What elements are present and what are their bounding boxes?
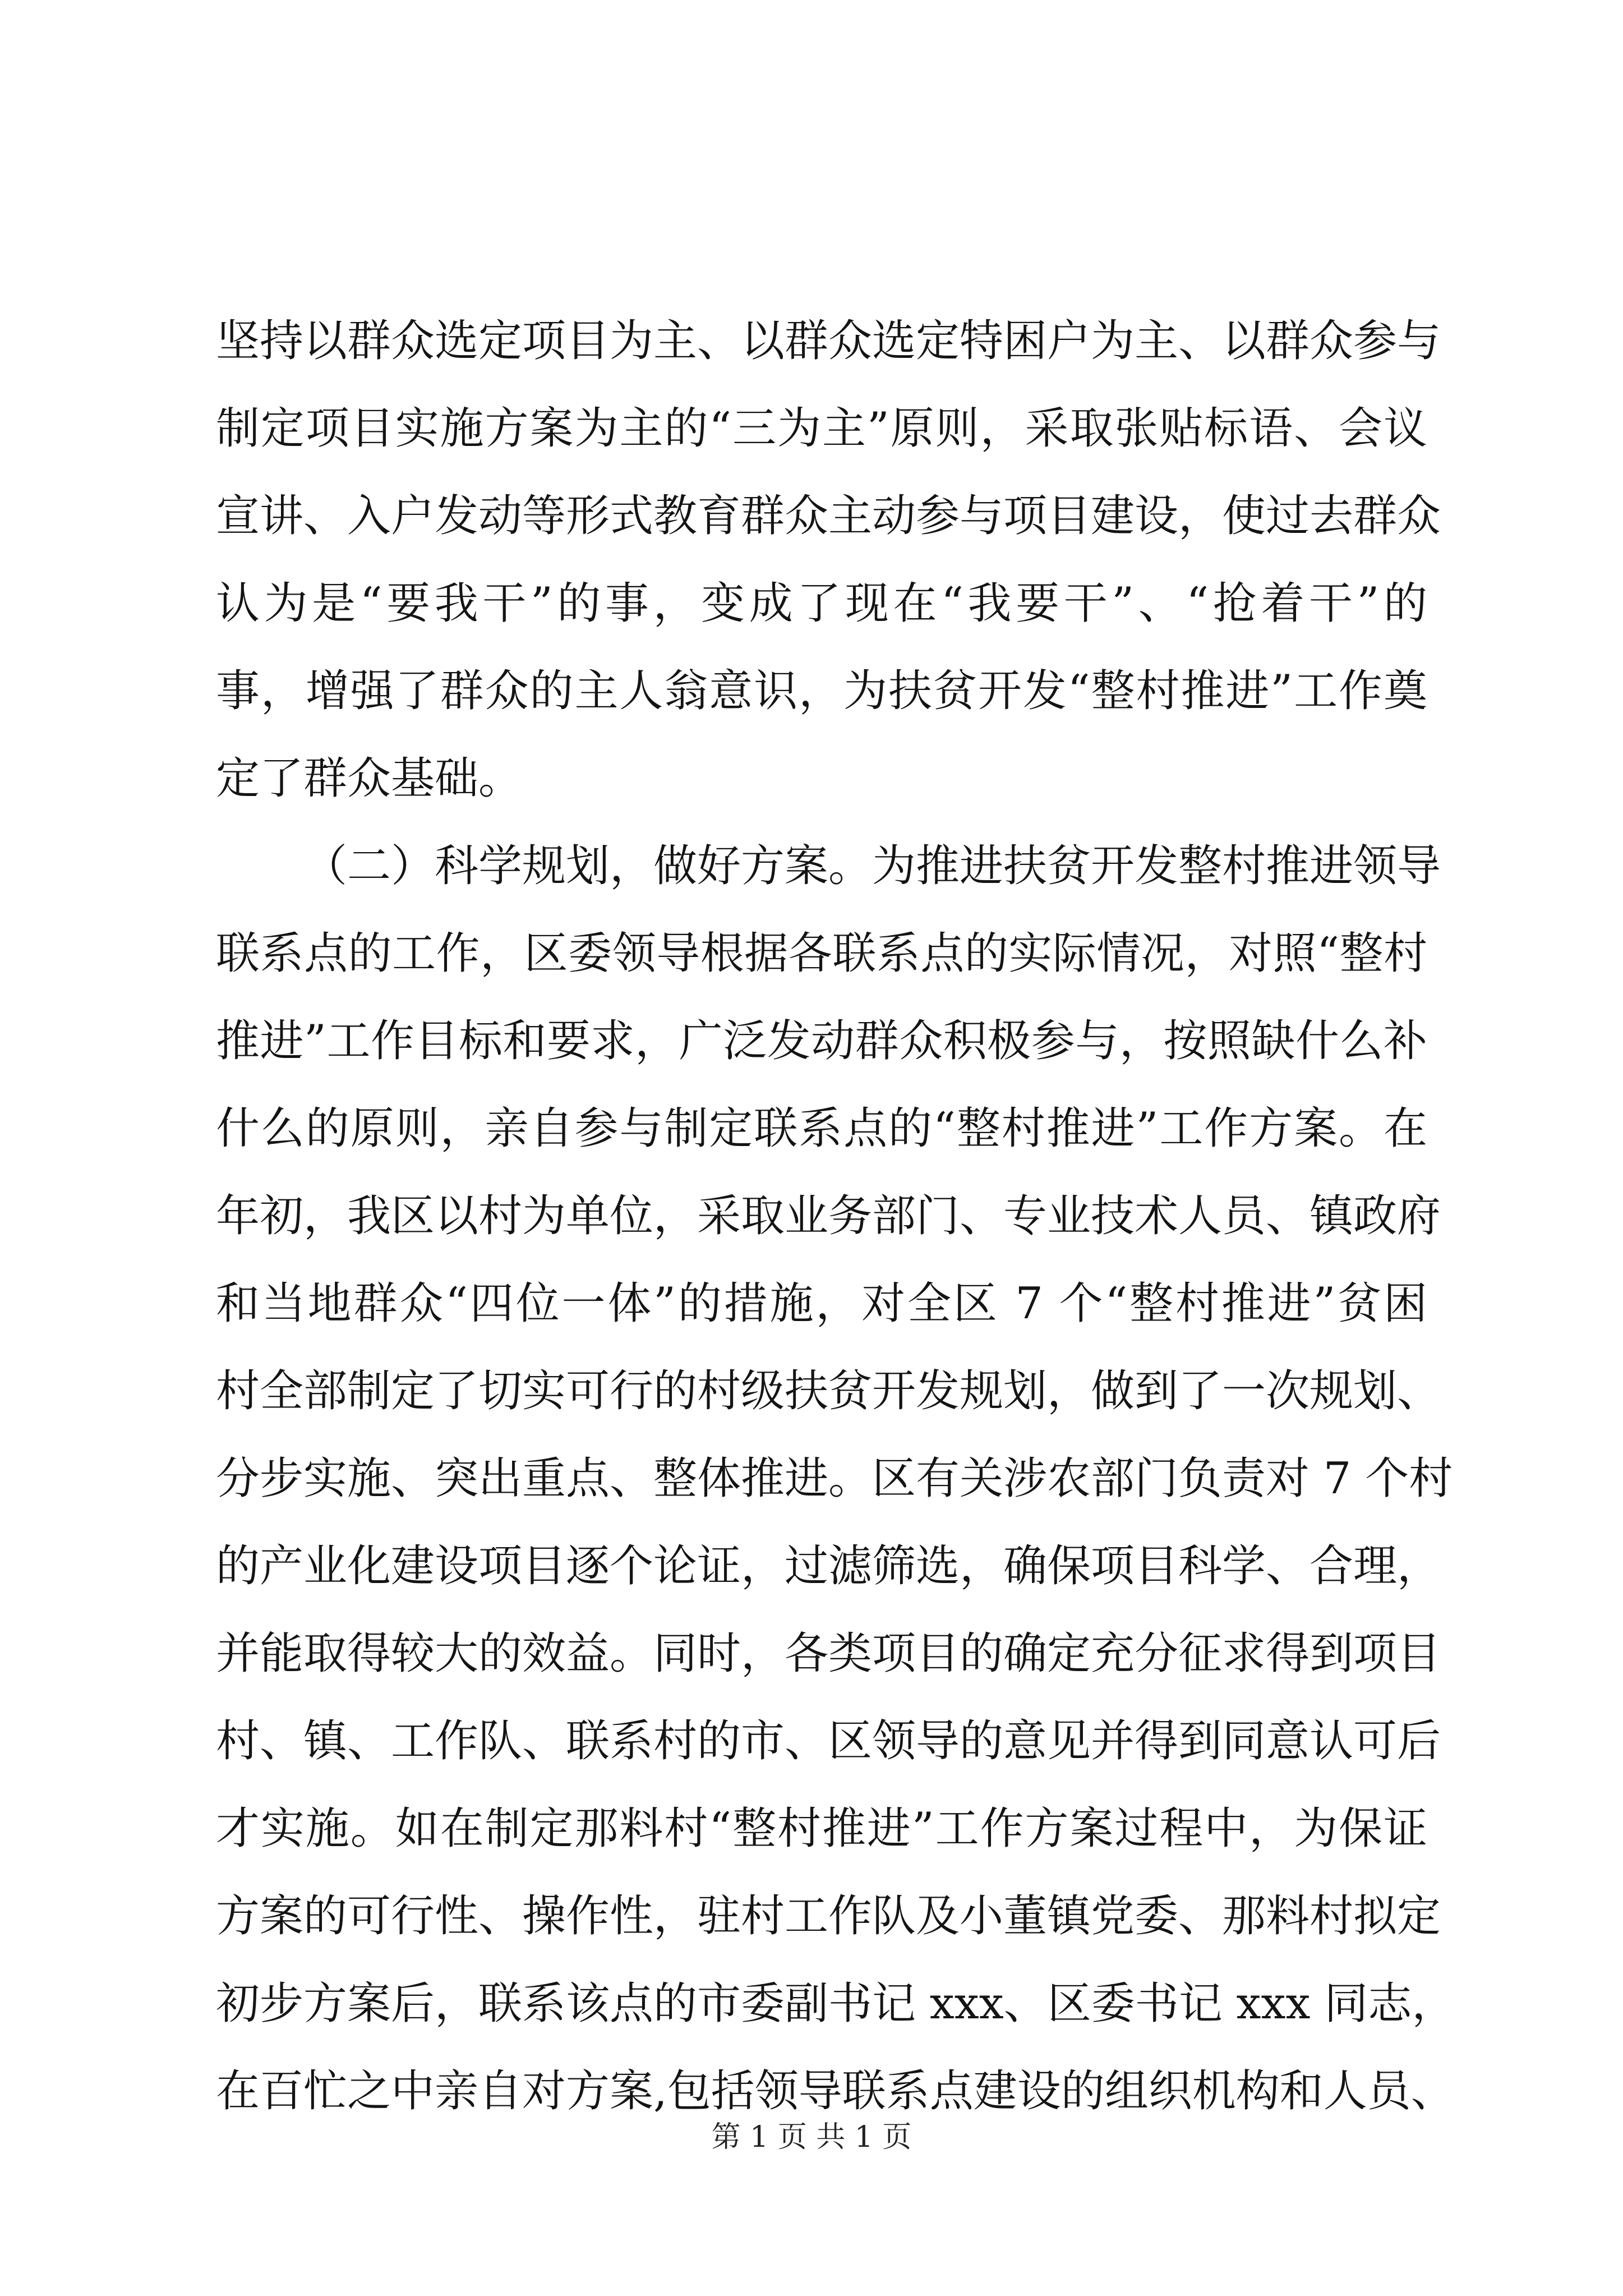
text-line: 和当地群众“四位一体”的措施，对全区 7 个“整村推进”贫困 bbox=[216, 1278, 1427, 1329]
text-line: 什么的原则，亲自参与制定联系点的“整村推进”工作方案。在 bbox=[216, 1103, 1427, 1154]
text-line: 初步方案后，联系该点的市委副书记 xxx、区委书记 xxx 同志， bbox=[216, 1978, 1456, 2029]
text-line: 村全部制定了切实可行的村级扶贫开发规划，做到了一次规划、 bbox=[216, 1366, 1441, 1416]
text-line: 才实施。如在制定那料村“整村推进”工作方案过程中，为保证 bbox=[216, 1803, 1427, 1854]
text-line: 认为是“要我干”的事，变成了现在“我要干”、“抢着干”的 bbox=[216, 578, 1427, 629]
text-line: 方案的可行性、操作性，驻村工作队及小董镇党委、那料村拟定 bbox=[216, 1891, 1441, 1941]
text-line: 联系点的工作，区委领导根据各联系点的实际情况，对照“整村 bbox=[216, 928, 1427, 979]
text-line: 宣讲、入户发动等形式教育群众主动参与项目建设，使过去群众 bbox=[216, 491, 1441, 541]
body-text bbox=[216, 297, 1456, 2135]
text-line: 在百忙之中亲自对方案,包括领导联系点建设的组织机构和人员、 bbox=[216, 2066, 1455, 2116]
text-line: 定了群众基础。 bbox=[216, 753, 523, 804]
page-footer bbox=[0, 2118, 1623, 2157]
text-line: 推进”工作目标和要求，广泛发动群众积极参与，按照缺什么补 bbox=[216, 1016, 1427, 1066]
text-line: 分步实施、突出重点、整体推进。区有关涉农部门负责对 7 个村 bbox=[216, 1453, 1453, 1504]
text-line: 制定项目实施方案为主的“三为主”原则，采取张贴标语、会议 bbox=[216, 403, 1427, 454]
text-line: 年初，我区以村为单位，采取业务部门、专业技术人员、镇政府 bbox=[216, 1191, 1441, 1241]
section-heading-line: （二）科学规划，做好方案。为推进扶贫开发整村推进领导 bbox=[303, 841, 1441, 891]
page-number-label: 第 1 页 共 1 页 bbox=[711, 2120, 912, 2154]
text-line: 事，增强了群众的主人翁意识，为扶贫开发“整村推进”工作奠 bbox=[216, 666, 1427, 716]
text-line: 的产业化建设项目逐个论证，过滤筛选，确保项目科学、合理， bbox=[216, 1541, 1441, 1591]
text-line: 坚持以群众选定项目为主、以群众选定特困户为主、以群众参与 bbox=[216, 316, 1441, 366]
text-line: 村、镇、工作队、联系村的市、区领导的意见并得到同意认可后 bbox=[216, 1716, 1441, 1766]
text-line: 并能取得较大的效益。同时，各类项目的确定充分征求得到项目 bbox=[216, 1628, 1441, 1679]
